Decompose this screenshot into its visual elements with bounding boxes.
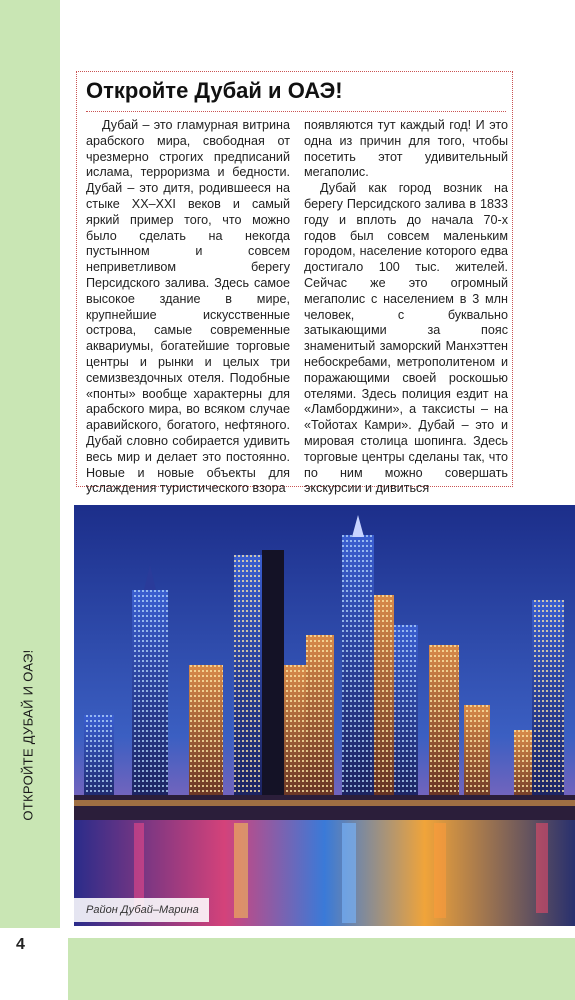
dubai-marina-photo: [74, 505, 575, 926]
page-number: 4: [16, 936, 25, 953]
article-paragraph: Дубай как город возник на берегу Персидского залива в 1833 году и вплоть до начала 70-х годов был совсем маленьким городом, население которого едва достигало 100 тыс. жителей. Сейчас же это огромный мегаполис с населением в 3 млн человек, с буквально затыкающими за пояс знаменитый заморский Манхэттен небоскребами, метрополитеном и поражающими своей роскошью отелями. Здесь полиция ездит на «Ламборджини», а таксисты – на «Тойотах Камри». Дубай – это и мировая столица шопинга. Здесь торговые центры сделаны так, что по ним можно совершать экскурсии и дивиться: [304, 181, 508, 496]
title-divider: [86, 111, 506, 112]
article-right-column: [304, 118, 508, 497]
photo-caption: Район Дубай–Марина: [74, 898, 209, 922]
page-number-box: [0, 928, 60, 1000]
article-left-column: [86, 118, 290, 497]
chapter-side-label: ОТКРОЙТЕ ДУБАЙ И ОАЭ!: [20, 649, 36, 821]
article-paragraph: Дубай – это гламурная витрина арабского мира, свободная от чрезмерно строгих предписаний ислама, терроризма и бедности. Дубай – это дитя, родившееся на стыке XX–XXI веков и самый яркий пример того, что можно было сделать на некогда пустынном и совсем неприветливом берегу Персидского залива. Здесь самое высокое здание в мире, крупнейшие искусственные острова, самые современные аквариумы, богатейшие торговые центры и рынки и целых три семизвездочных отеля. Подобные «понты» вообще характерны для арабского мира, во всяком случае аравийского, богатого, нефтяного. Дубай словно собирается удивить весь мир и делает это постоянно. Новые и новые объекты для услаждения туристического взора: [86, 118, 290, 496]
article-paragraph-continued: появляются тут каждый год! И это одна из причин для того, чтобы посетить этот удивительный мегаполис.: [304, 118, 508, 180]
page-title: Откройте Дубай и ОАЭ!: [86, 78, 343, 103]
bottom-band: [68, 938, 575, 1000]
